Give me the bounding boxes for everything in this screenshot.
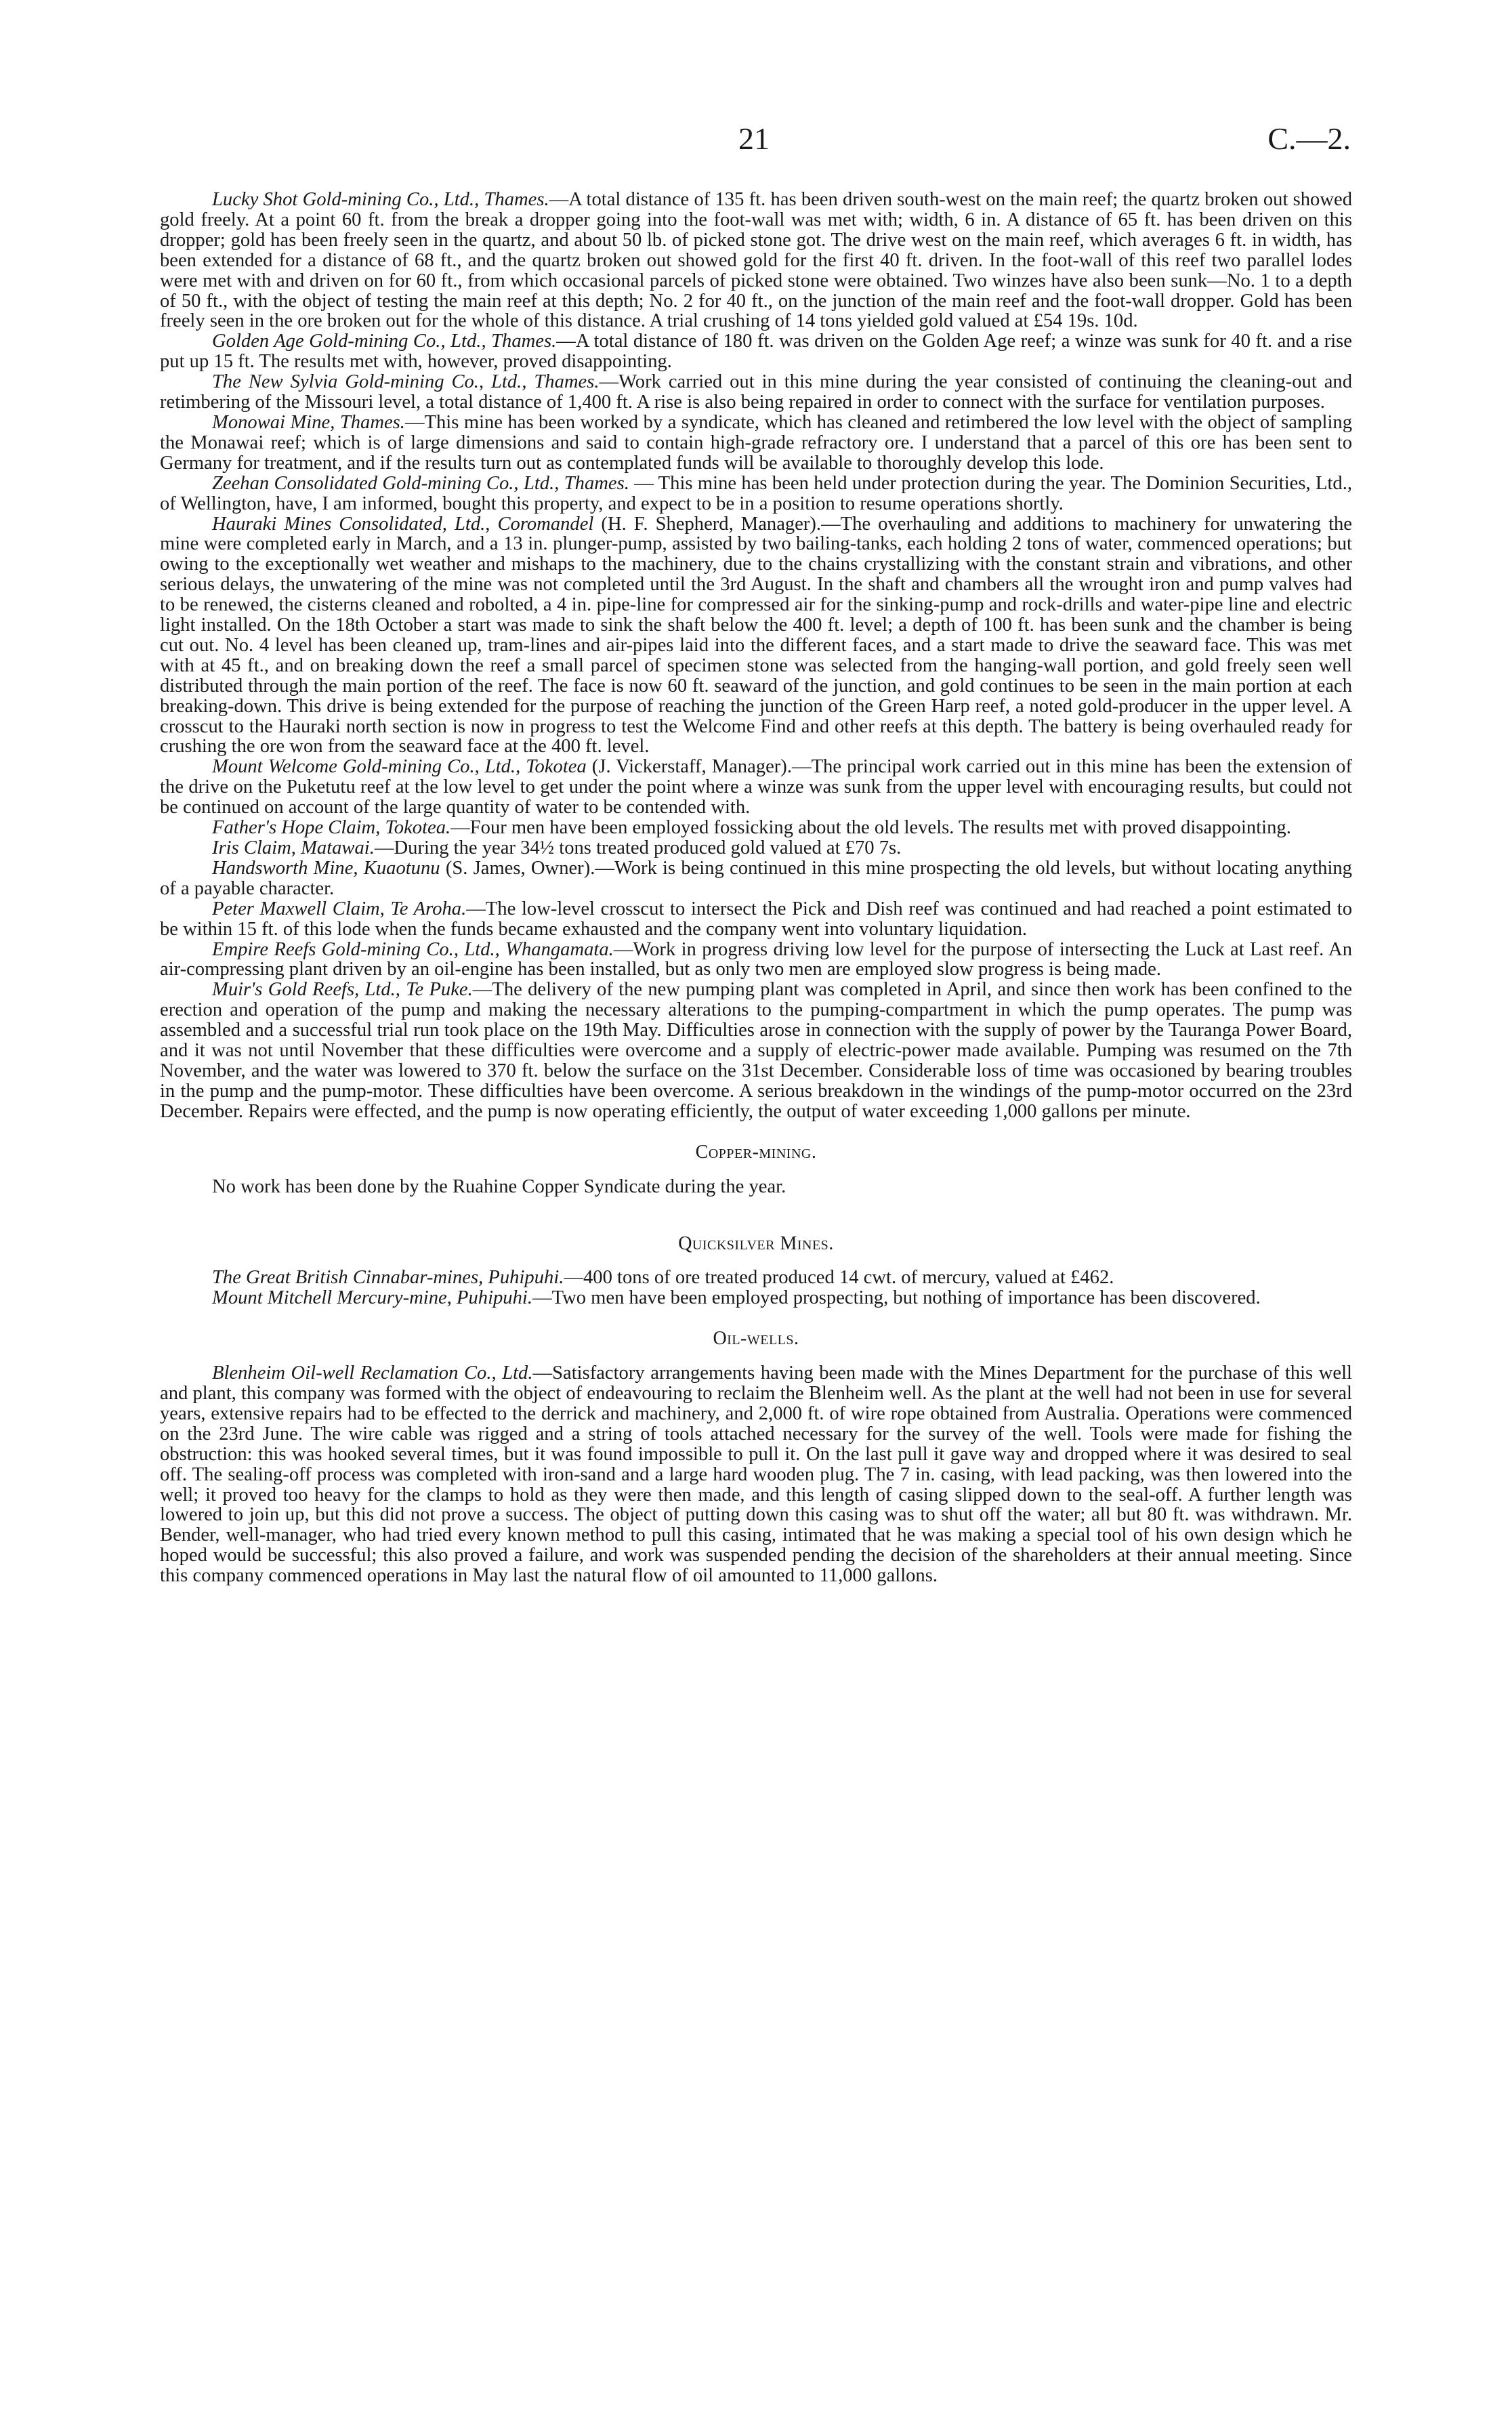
paragraph-text: —During the year 34½ tons treated produced gold valued at £70 7s. (374, 837, 902, 858)
paragraph-mount-mitchell (160, 1288, 1352, 1308)
paragraph-cinnabar (160, 1268, 1352, 1288)
paragraph-lead: Golden Age Gold-mining Co., Ltd., Thames. (212, 331, 557, 352)
paragraph-text: (S. James, Owner).—Work is being continued in this mine prospecting the old levels, but without locating anything of a payable character. (160, 857, 1352, 899)
page-header (0, 121, 1512, 161)
paragraph-new-sylvia (160, 372, 1352, 413)
paragraph-lead: The Great British Cinnabar-mines, Puhipuhi. (212, 1267, 564, 1289)
paragraph-text: —Two men have been employed prospecting, but nothing of importance has been discovered. (532, 1287, 1261, 1309)
paragraph-zeehan (160, 474, 1352, 514)
paragraph-lead: Muir's Gold Reefs, Ltd., Te Puke. (212, 979, 473, 1001)
paragraph-golden-age (160, 331, 1352, 372)
document-body (160, 190, 1352, 1586)
paragraph-lead: Zeehan Consolidated Gold-mining Co., Ltd., Thames. (212, 472, 629, 494)
paragraph-text: —The low-level crosscut to intersect the Pick and Dish reef was continued and had reached a point estimated to be within 15 ft. of this lode when the funds became exhausted and the company went into voluntary liquidation. (160, 898, 1352, 940)
paragraph-text: —A total distance of 135 ft. has been driven south-west on the main reef; the quartz broken out showed gold freely. At a point 60 ft. from the break a dropper going into the foot-wall was met with; width, 6 in. A distance of 65 ft. has been driven on this dropper; gold has been freely seen in the quartz, and about 50 lb. of picked stone got. The drive west on the main reef, which averages 6 ft. in width, has been extended for a distance of 68 ft., and the quartz broken out showed gold for the first 40 ft. driven. In the foot-wall of this reef two parallel lodes were met with and driven on for 60 ft., from which occasional parcels of picked stone were obtained. Two winzes have also been sunk—No. 1 to a depth of 50 ft., with the object of testing the main reef at this depth; No. 2 for 40 ft., on the junction of the main reef and the foot-wall dropper. Gold has been freely seen in the ore broken out for the whole of this distance. A trial crushing of 14 tons yielded gold valued at £54 19s. 10d. (160, 189, 1352, 332)
paragraph-text: —Four men have been employed fossicking about the old levels. The results met with proved disappointing. (450, 817, 1291, 839)
paragraph-lead: Mount Welcome Gold-mining Co., Ltd., Tokotea (212, 756, 587, 778)
paragraph-text: —Work carried out in this mine during the year consisted of continuing the cleaning-out and retimbering of the Missouri level, a total distance of 1,400 ft. A rise is also being repaired in order to connect with the surface for ventilation purposes. (160, 371, 1352, 413)
section-heading-quicksilver: Quicksilver Mines. (678, 1232, 834, 1254)
paragraph-empire-reefs (160, 940, 1352, 980)
paragraph-lead: Blenheim Oil-well Reclamation Co., Ltd. (212, 1363, 533, 1384)
paragraph-mount-welcome (160, 757, 1352, 818)
paragraph-text: — This mine has been held under protection during the year. The Dominion Securities, Ltd., of Wellington, have, I am informed, bought this property, and expect to be in a position to resume operations shortly. (160, 472, 1352, 514)
paragraph-text: —Satisfactory arrangements having been made with the Mines Department for the purchase of this well and plant, this company was formed with the object of endeavouring to reclaim the Blenheim well. As the plant at the well had not been in use for several years, extensive repairs had to be effected to the derrick and machinery, and 2,000 ft. of wire rope obtained from Australia. Operations were commenced on the 23rd June. The wire cable was rigged and a string of tools attached necessary for the survey of the well. Tools were made for fishing the obstruction: this was hooked several times, but it was found impossible to pull it. On the last pull it gave way and dropped where it was desired to seal off. The sealing-off process was completed with iron-sand and a large hard wooden plug. The 7 in. casing, with lead packing, was then lowered into the well; it proved too heavy for the clamps to hold as they were then made, and this length of casing slipped down to the seal-off. A further length was lowered to join up, but this did not prove a success. The object of putting down this casing was to shut off the water; all but 80 ft. was withdrawn. Mr. Bender, well-manager, who had tried every known method to pull this casing, intimated that he was making a special tool of his own design which he hoped would be successful; this also proved a failure, and work was suspended pending the decision of the shareholders at their annual meeting. Since this company commenced operations in May last the natural flow of oil amounted to 11,000 gallons. (160, 1363, 1352, 1587)
page-number: 21 (738, 121, 770, 156)
paragraph-text: —Work in progress driving low level for the purpose of intersecting the Luck at Last reef. An air-compressing plant driven by an oil-engine has been installed, but as only two men are employed slow progress is being made. (160, 938, 1352, 980)
paragraph-lead: Empire Reefs Gold-mining Co., Ltd., Whangamata. (212, 938, 614, 960)
paragraph-hauraki (160, 514, 1352, 757)
paragraph-text: (H. F. Shepherd, Manager).—The overhauling and additions to machinery for unwatering the mine were completed early in March, and a 13 in. plunger-pump, assisted by two bailing-tanks, each holding 2 tons of water, commenced operations; but owing to the exceptionally wet weather and mishaps to the machinery, due to the chains crystallizing with the constant strain and vibrations, and other serious delays, the unwatering of the mine was not completed until the 3rd August. In the shaft and chambers all the wrought iron and pump valves had to be renewed, the cisterns cleaned and robolted, a 4 in. pipe-line for compressed air for the sinking-pump and rock-drills and water-pipe line and electric light installed. On the 18th October a start was made to sink the shaft below the 400 ft. level; a depth of 100 ft. has been sunk and the chamber is being cut out. No. 4 level has been cleaned up, tram-lines and air-pipes laid into the different faces, and a start made to drive the seaward face. This was met with at 45 ft., and on breaking down the reef a small parcel of specimen stone was selected from the hanging-wall portion, and gold freely seen well distributed through the main portion of the reef. The face is now 60 ft. seaward of the junction, and gold continues to be seen in the main portion at each breaking-down. This drive is being extended for the purpose of reaching the junction of the Green Harp reef, a noted gold-producer in the upper level. A crosscut to the Hauraki north section is now in progress to test the Welcome Find and other reefs at this depth. The battery is being overhauled ready for crushing the ore won from the seaward face at the 400 ft. level. (160, 513, 1352, 757)
section-heading-oil-wells: Oil-wells. (713, 1328, 799, 1350)
paragraph-lead: Monowai Mine, Thames. (212, 411, 405, 433)
paragraph-muirs-gold-reefs (160, 980, 1352, 1121)
paragraph-iris-claim (160, 838, 1352, 858)
paragraph-text: —This mine has been worked by a syndicate, which has cleaned and retimbered the low level with the object of sampling the Monawai reef; which is of large dimensions and said to contain high-grade refractory ore. I understand that a parcel of this ore has been sent to Germany for treatment, and if the results turn out as contemplated funds will be available to thoroughly develop this lode. (160, 411, 1352, 474)
paragraph-blenheim (160, 1363, 1352, 1586)
paragraph-lead: Hauraki Mines Consolidated, Ltd., Coromandel (212, 513, 594, 535)
document-code: C.—2. (1267, 121, 1351, 156)
paragraph-lucky-shot (160, 190, 1352, 331)
paragraph-text: No work has been done by the Ruahine Copper Syndicate during the year. (212, 1176, 786, 1197)
paragraph-lead: Handsworth Mine, Kuaotunu (212, 857, 440, 879)
paragraph-lead: Iris Claim, Matawai. (212, 837, 375, 858)
paragraph-monowai (160, 413, 1352, 474)
paragraph-text: —A total distance of 180 ft. was driven on the Golden Age reef; a winze was sunk for 40 ft. and a rise put up 15 ft. The results met with, however, proved disappointing. (160, 331, 1353, 373)
paragraph-lead: The New Sylvia Gold-mining Co., Ltd., Thames. (212, 371, 600, 393)
paragraph-copper (160, 1177, 1352, 1197)
paragraph-handsworth (160, 858, 1352, 899)
section-heading-copper: Copper-mining. (695, 1141, 817, 1163)
paragraph-lead: Father's Hope Claim, Tokotea. (212, 817, 451, 839)
paragraph-lead: Peter Maxwell Claim, Te Aroha. (212, 898, 467, 919)
paragraph-text: —400 tons of ore treated produced 14 cwt. of mercury, valued at £462. (564, 1267, 1114, 1289)
paragraph-peter-maxwell (160, 899, 1352, 940)
paragraph-fathers-hope (160, 818, 1352, 838)
paragraph-text: —The delivery of the new pumping plant was completed in April, and since then work has been confined to the erection and operation of the pump and making the necessary alterations to the pumping-compartment in which the pump operates. The pump was assembled and a successful trial run took place on the 19th May. Difficulties arose in connection with the supply of power by the Tauranga Power Board, and it was not until November that these difficulties were overcome and a supply of electric-power made available. Pumping was resumed on the 7th November, and the water was lowered to 370 ft. below the surface on the 31st December. Considerable loss of time was occasioned by bearing troubles in the pump and the pump-motor. These difficulties have been overcome. A serious breakdown in the windings of the pump-motor occurred on the 23rd December. Repairs were effected, and the pump is now operating efficiently, the output of water exceeding 1,000 gallons per minute. (160, 979, 1352, 1122)
paragraph-text: (J. Vickerstaff, Manager).—The principal work carried out in this mine has been the extension of the drive on the Puketutu reef at the low level to get under the point where a winze was sunk from the upper level with encouraging results, but could not be continued on account of the large quantity of water to be contended with. (160, 756, 1352, 818)
paragraph-lead: Lucky Shot Gold-mining Co., Ltd., Thames. (212, 189, 549, 210)
paragraph-lead: Mount Mitchell Mercury-mine, Puhipuhi. (212, 1287, 532, 1309)
